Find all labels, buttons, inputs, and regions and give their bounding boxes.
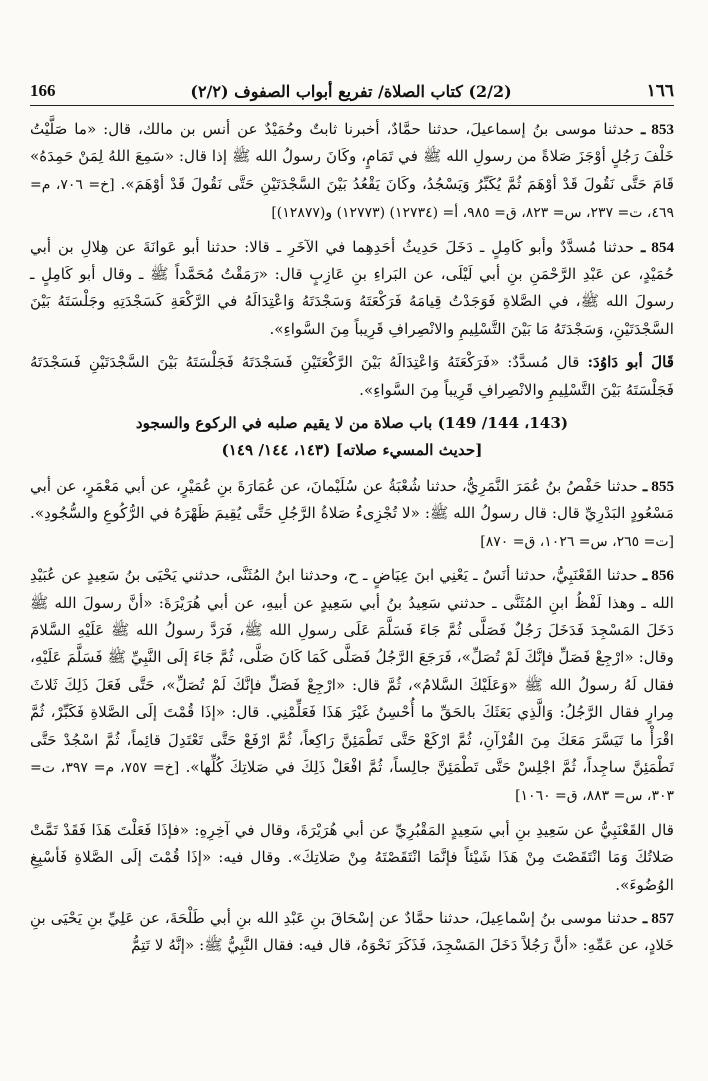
hadith-857 xyxy=(30,905,674,960)
hadith-854 xyxy=(30,234,674,344)
note-text: قال مُسدَّدٌ: «فَرَكْعَتَهُ وَاعْتِدَالَهُ بَيْنَ الرَّكْعَتَيْنِ فَسَجْدَتَهُ فَجَلْسَتَهُ بَيْنَ السَّجْدَتَيْنِ فَسَجْدَتَهُ فَجَلْسَتَهُ بَيْنَ التَّسْلِيمِ والانْصِرافِ قَرِيباً مِنَ السَّواءِ». xyxy=(30,353,674,399)
chapter-title: (143، 144/ 149) باب صلاة من لا يقيم صلبه في الركوع والسجود xyxy=(135,414,569,433)
note-lead: قَالَ أبو دَاوُدَ: xyxy=(587,353,675,372)
page-number-latin: 166 xyxy=(30,81,56,100)
hadith-number: 857 ـ xyxy=(642,909,674,927)
running-title: (2/2) كتاب الصلاة/ تفريع أبواب الصفوف (٢/٢) xyxy=(190,82,512,101)
hadith-reference: [خ= ٧٠٦، م= ٤٦٩، ت= ٢٣٧، س= ٨٢٣، ق= ٩٨٥، أ= (١٢٧٣٤) (١٢٧٧٣) و(١٢٨٧٧)] xyxy=(30,176,674,222)
hadith-number: 856 ـ xyxy=(642,567,675,585)
note-text: قال القَعْنَبِيُّ عن سَعِيدِ بنِ أبي سَعِيدٍ المَقْبُرِيِّ عن أبي هُرَيْرَةَ، وقال في آخِرِهِ: «فإذَا فَعَلْتَ هَذَا فَقَدْ تَمَّتْ صَلاتُكَ وَمَا انْتَقَصْتَ مِنْ هَذَا شَيْئاً فإنَّمَا انْتَقَصْتَهُ مِنْ صَلاتِكَ». وقال فيه: «إذَا قُمْتَ إلَى الصَّلاةِ فَأسْبِغِ الوُضُوءَ». xyxy=(30,820,674,894)
hadith-855 xyxy=(30,473,674,556)
page-header xyxy=(30,68,674,106)
hadith-number: 853 ـ xyxy=(640,121,674,138)
hadith-number: 854 ـ xyxy=(640,238,675,256)
hadith-856 xyxy=(30,562,674,811)
hadith-853 xyxy=(30,116,674,228)
page-number-arabic: ١٦٦ xyxy=(646,81,674,100)
abu-dawud-note xyxy=(30,349,674,404)
hadith-text: حدثنا موسى بنُ إسماعيلَ، حدثنا حمَّادٌ، أخبرنا ثابتٌ وحُمَيْدٌ عن أنس بن مالك، قال: «ما صَلَّيْتُ خَلْفَ رَجُلٍ أوْجَزَ صَلاةً من رسولِ الله ﷺ في تَمَامٍ، وكَانَ رسولُ الله ﷺ إذا قال: «سَمِعَ اللهُ لِمَنْ حَمِدَهُ» قَامَ حَتَّى نَقُولَ قَدْ أوْهَمَ ثُمَّ يُكَبِّرُ وَيَسْجُدُ، وكَانَ يَقْعُدُ بَيْنَ السَّجْدَتَيْنِ حَتَّى نَقُولَ قَدْ أوْهَمَ». xyxy=(30,120,675,193)
hadith-reference: [ت= ٢٦٥، س= ١٠٢٦، ق= ٨٧٠] xyxy=(480,533,674,550)
page-body xyxy=(30,116,674,966)
chapter-subtitle: [حديث المسيء صلاته] (١٤٣، ١٤٤/ ١٤٩) xyxy=(221,441,483,460)
hadith-text: حدثنا حَفْصُ بنُ عُمَرَ النَّمَرِيُّ، حدثنا شُعْبَةُ عن سُلَيْمانَ، عن عُمَارَةَ بنِ عُمَيْرٍ، عن أبي مَعْمَرٍ، عن أبي مَسْعُودٍ البَدْرِيِّ قال: قال رسولُ الله ﷺ: «لا تُجْزِىءُ صَلاةُ الرَّجُلِ حَتَّى يُقِيمَ ظَهْرَهُ في الرُّكُوعِ والسُّجُودِ». xyxy=(30,476,674,523)
hadith-number: 855 ـ xyxy=(642,477,675,495)
hadith-reference: [خ= ٧٥٧، م= ٣٩٧، ت= ٣٠٣، س= ٨٨٣، ق= ١٠٦٠] xyxy=(30,759,674,805)
hadith-text: حدثنا موسى بنُ إسْماعِيلَ، حدثنا حمَّادٌ عن إسْحَاقَ بنِ عَبْدِ الله بنِ أبي طَلْحَةَ، عن عَلِيِّ بنِ يَحْيَى بنِ خَلادٍ، عن عَمِّهِ: «أنَّ رَجُلاً دَخَلَ المَسْجِدَ، فَذَكَرَ نَحْوَهُ، قال فيه: فقال النَّبِيُّ ﷺ: «إنَّهُ لا تَتِمُّ xyxy=(30,908,674,955)
qanabi-note xyxy=(30,817,674,899)
hadith-text: حدثنا القَعْنَبِيُّ، حدثنا أنَسٌ ـ يَعْنِي ابنَ عِيَاضٍ ـ ح، وحدثنا ابنُ المُثَنَّى، حدثني يَحْيَى بنُ سَعِيدٍ عن عُبَيْدِ الله ـ وهذا لَفْظُ ابنِ المُثَنَّى ـ حدثني سَعِيدُ بنُ أبي سَعِيدٍ عن أبيهِ، عن أبي هُرَيْرَةَ: «أنَّ رسولَ الله ﷺ دَخَلَ المَسْجِدَ فَدَخَلَ رَجُلٌ فَصَلَّى ثُمَّ جَاءَ فَسَلَّمَ عَلَى رسولِ الله ﷺ، فَرَدَّ رسولُ الله ﷺ عَلَيْهِ السَّلامَ وقال: «ارْجِعْ فَصَلِّ فإنَّكَ لَمْ تُصَلِّ»، فَرَجَعَ الرَّجُلُ فَصَلَّى كَمَا كَانَ صَلَّى، ثُمَّ جَاءَ إلَى النَّبِيِّ ﷺ فَسَلَّمَ عَلَيْهِ، فقال لَهُ رسولُ الله ﷺ «وَعَلَيْكَ السَّلامُ»، ثُمَّ قال: «ارْجِعْ فَصَلِّ فإنَّكَ لَمْ تُصَلِّ»، حَتَّى فَعَلَ ذَلِكَ ثَلاثَ مِرارٍ فقال الرَّجُلُ: وَالَّذِي بَعَثَكَ بالحَقِّ ما أُحْسِنُ غَيْرَ هَذَا فَعَلِّمْنِي. قال: «إذَا قُمْتَ إلَى الصَّلاةِ فَكَبِّرْ، ثُمَّ اقْرَأْ ما تَيَسَّرَ مَعَكَ مِنَ القُرْآنِ، ثُمَّ ارْكَعْ حَتَّى تَطْمَئِنَّ رَاكِعاً، ثُمَّ ارْفَعْ حَتَّى تَعْتَدِلَ قائِماً، ثُمَّ اسْجُدْ حَتَّى تَطْمَئِنَّ ساجِداً، ثُمَّ اجْلِسْ حَتَّى تَطْمَئِنَّ جالِساً، ثُمَّ افْعَلْ ذَلِكَ في صَلاتِكَ كُلِّها». xyxy=(30,566,674,776)
hadith-text: حدثنا مُسدَّدٌ وأبو كَامِلٍ ـ دَخَلَ حَدِيثُ أحَدِهِما في الآخَرِ ـ قالا: حدثنا أبو عَوانَةَ عن هِلالِ بن أبي حُمَيْدٍ، عن عَبْدِ الرَّحْمَنِ بنِ أبي لَيْلَى، عن البَراءِ بنِ عَازِبٍ قال: «رَمَقْتُ مُحَمَّداً ﷺ ـ وقال أبو كَامِلٍ ـ رسولَ الله ﷺ، في الصَّلاةِ فَوَجَدْتُ قِيامَهُ فَرَكْعَتَهُ وَسَجْدَتَهُ وَاعْتِدَالَهُ في الرَّكْعَةِ كَسَجْدَتِهِ وجَلْسَتَهُ بَيْنَ السَّجْدَتَيْنِ، وَسَجْدَتَهُ مَا بَيْنَ التَّسْلِيمِ والانْصِرافِ قَرِيباً مِنَ السَّواءِ». xyxy=(30,237,674,338)
